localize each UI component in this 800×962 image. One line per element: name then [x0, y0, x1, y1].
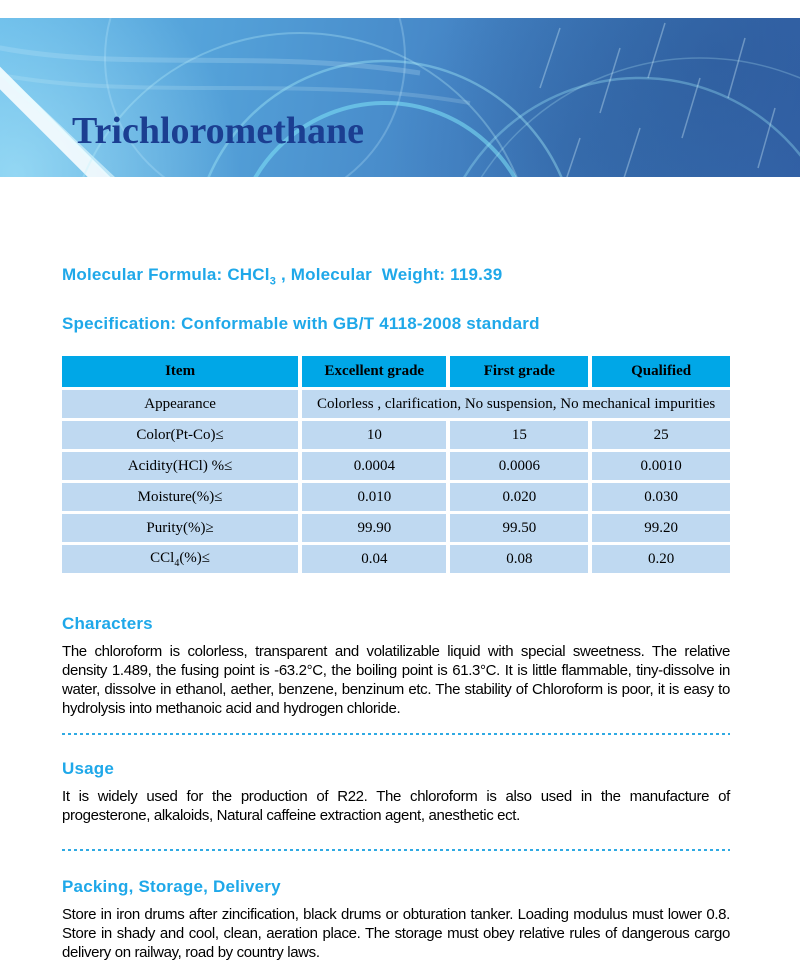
- col-header-qualified: Qualified: [592, 356, 730, 387]
- value-cell: 0.04: [302, 545, 446, 573]
- item-cell: [62, 545, 298, 573]
- usage-heading: Usage: [62, 759, 115, 779]
- value-cell: 99.20: [592, 514, 730, 542]
- col-header-item: Item: [62, 356, 298, 387]
- molecular-formula-line: [62, 265, 730, 287]
- value-cell: 0.020: [450, 483, 588, 511]
- section-packing: [62, 877, 730, 962]
- table-row-acidity: [62, 452, 730, 480]
- col-header-excellent-grade: Excellent grade: [302, 356, 446, 387]
- value-cell: 0.030: [592, 483, 730, 511]
- table-row-purity: [62, 514, 730, 542]
- value-cell: 25: [592, 421, 730, 449]
- characters-paragraph: The chloroform is colorless, transparent and volatilizable liquid with special sweetness. The relative density 1.489, the fusing point is -63.2°C, the boiling point is 61.3°C. It is little flammable, tiny-dissolve in water, dissolve in ethanol, aether, benzene, benzinum etc. The stability of Chloroform is poor, it is easy to hydrolysis into methanoic acid and hydrogen chloride.: [62, 643, 730, 718]
- usage-paragraph: It is widely used for the production of R22. The chloroform is also used in the manufacture of progesterone, alkaloids, Natural caffeine extraction agent, anesthetic ect.: [62, 788, 730, 825]
- banner-decor-graphics: [0, 18, 800, 177]
- table-header-row: [62, 356, 730, 387]
- page-title: Trichloromethane: [72, 110, 364, 152]
- value-cell: 0.0010: [592, 452, 730, 480]
- value-cell: 10: [302, 421, 446, 449]
- value-cell: 15: [450, 421, 588, 449]
- value-cell: 99.90: [302, 514, 446, 542]
- ccl4-text: CCl: [150, 549, 175, 566]
- specification-line: Specification: Conformable with GB/T 4118-2008 standard: [62, 314, 540, 334]
- table-row-moisture: [62, 483, 730, 511]
- value-cell: 0.20: [592, 545, 730, 573]
- table-row-appearance: [62, 390, 730, 418]
- ccl4-suffix: (%)≤: [179, 549, 211, 566]
- dashed-divider: [62, 849, 730, 851]
- value-cell: 99.50: [450, 514, 588, 542]
- table-row-color: [62, 421, 730, 449]
- value-cell: 0.0004: [302, 452, 446, 480]
- value-cell: 0.010: [302, 483, 446, 511]
- characters-heading: Characters: [62, 614, 153, 634]
- value-cell: 0.0006: [450, 452, 588, 480]
- item-cell: Moisture(%)≤: [62, 483, 298, 511]
- table-row-ccl4: [62, 545, 730, 573]
- packing-heading: Packing, Storage, Delivery: [62, 877, 281, 897]
- molecular-weight-text: , Molecular Weight: 119.39: [276, 265, 503, 284]
- item-cell: Appearance: [62, 390, 298, 418]
- molecular-formula-subscript: 3: [269, 275, 277, 288]
- appearance-value-cell: Colorless , clarification, No suspension, No mechanical impurities: [302, 390, 730, 418]
- molecular-formula-text: Molecular Formula: CHCl: [62, 265, 270, 284]
- ccl4-subscript: 4: [174, 557, 180, 569]
- item-cell: Color(Pt-Co)≤: [62, 421, 298, 449]
- packing-paragraph: Store in iron drums after zincification, black drums or obturation tanker. Loading modulus must lower 0.8. Store in shady and cool, clean, aeration place. The storage must obey relative rules of dangerous cargo delivery on railway, road by country laws.: [62, 906, 730, 962]
- top-white-strip: [0, 0, 800, 18]
- specification-table: [58, 353, 734, 576]
- col-header-first-grade: First grade: [450, 356, 588, 387]
- dashed-divider: [62, 733, 730, 735]
- page-content: [0, 265, 800, 962]
- item-cell: Purity(%)≥: [62, 514, 298, 542]
- section-usage: [62, 759, 730, 825]
- item-cell: Acidity(HCl) %≤: [62, 452, 298, 480]
- value-cell: 0.08: [450, 545, 588, 573]
- header-banner: [0, 18, 800, 177]
- section-characters: [62, 614, 730, 718]
